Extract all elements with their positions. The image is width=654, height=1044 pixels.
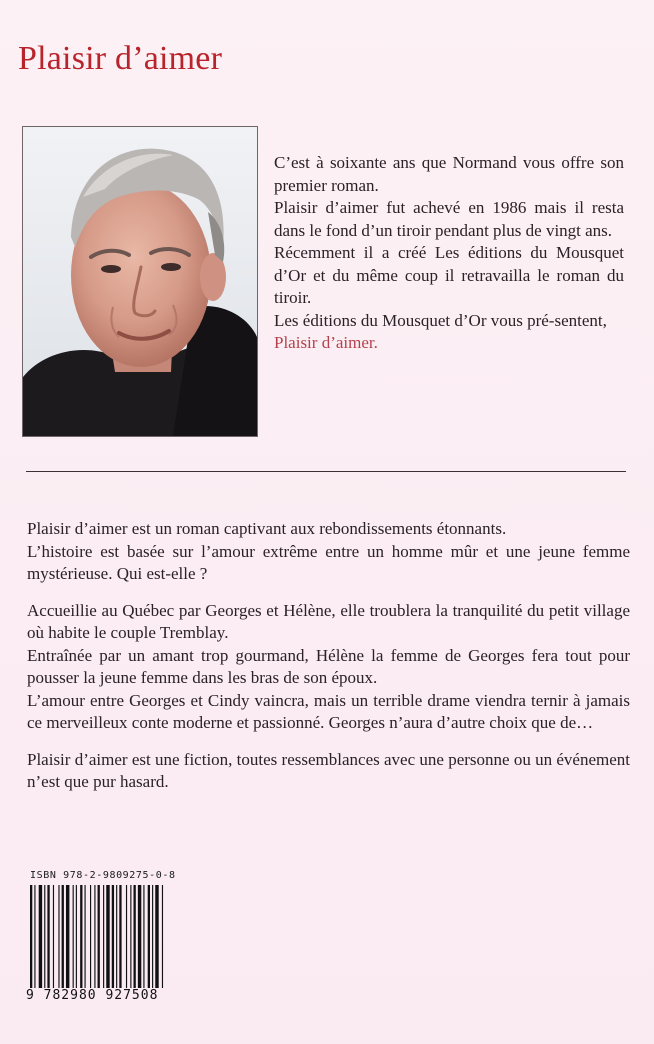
barcode-digits: 9 782980 927508: [26, 988, 159, 1003]
summary-paragraph: Plaisir d’aimer est une fiction, toutes ressemblances avec une personne ou un événement n’est que pur hasard.: [27, 749, 630, 791]
author-portrait-image: [23, 127, 257, 436]
divider: [26, 471, 626, 472]
bio-paragraph: Récemment il a créé Les éditions du Mousquet d’Or et du même coup il retravailla le roman du tiroir.: [274, 243, 624, 307]
bio-book-title: Plaisir d’aimer.: [274, 333, 378, 352]
bio-paragraph: Plaisir d’aimer fut achevé en 1986 mais il resta dans le fond d’un tiroir pendant plus de vingt ans.: [274, 198, 624, 240]
bio-paragraph: C’est à soixante ans que Normand vous offre son premier roman.: [274, 153, 624, 195]
summary-paragraph: L’amour entre Georges et Cindy vaincra, mais un terrible drame viendra ternir à jamais ce merveilleux conte moderne et passionné. Georges n’aura d’autre choix que de…: [27, 690, 630, 732]
book-summary: [27, 518, 630, 794]
barcode-bars: [26, 885, 186, 988]
isbn-label: ISBN 978-2-9809275-0-8: [30, 870, 176, 881]
summary-paragraph: L’histoire est basée sur l’amour extrême entre un homme mûr et une jeune femme mystérieuse. Qui est-elle ?: [27, 541, 630, 583]
summary-paragraph: Accueillie au Québec par Georges et Hélène, elle troublera la tranquilité du petit village où habite le couple Tremblay.: [27, 600, 630, 642]
author-photo: [22, 126, 258, 437]
isbn-barcode: [26, 870, 192, 1020]
author-bio: [274, 152, 624, 355]
summary-paragraph: Entraînée par un amant trop gourmand, Hélène la femme de Georges fera tout pour pousser la jeune femme dans les bras de son époux.: [27, 645, 630, 687]
book-title: Plaisir d’aimer: [18, 40, 223, 77]
summary-paragraph: Plaisir d’aimer est un roman captivant aux rebondissements étonnants.: [27, 519, 507, 538]
bio-paragraph: Les éditions du Mousquet d’Or vous pré-sentent,: [274, 310, 607, 330]
